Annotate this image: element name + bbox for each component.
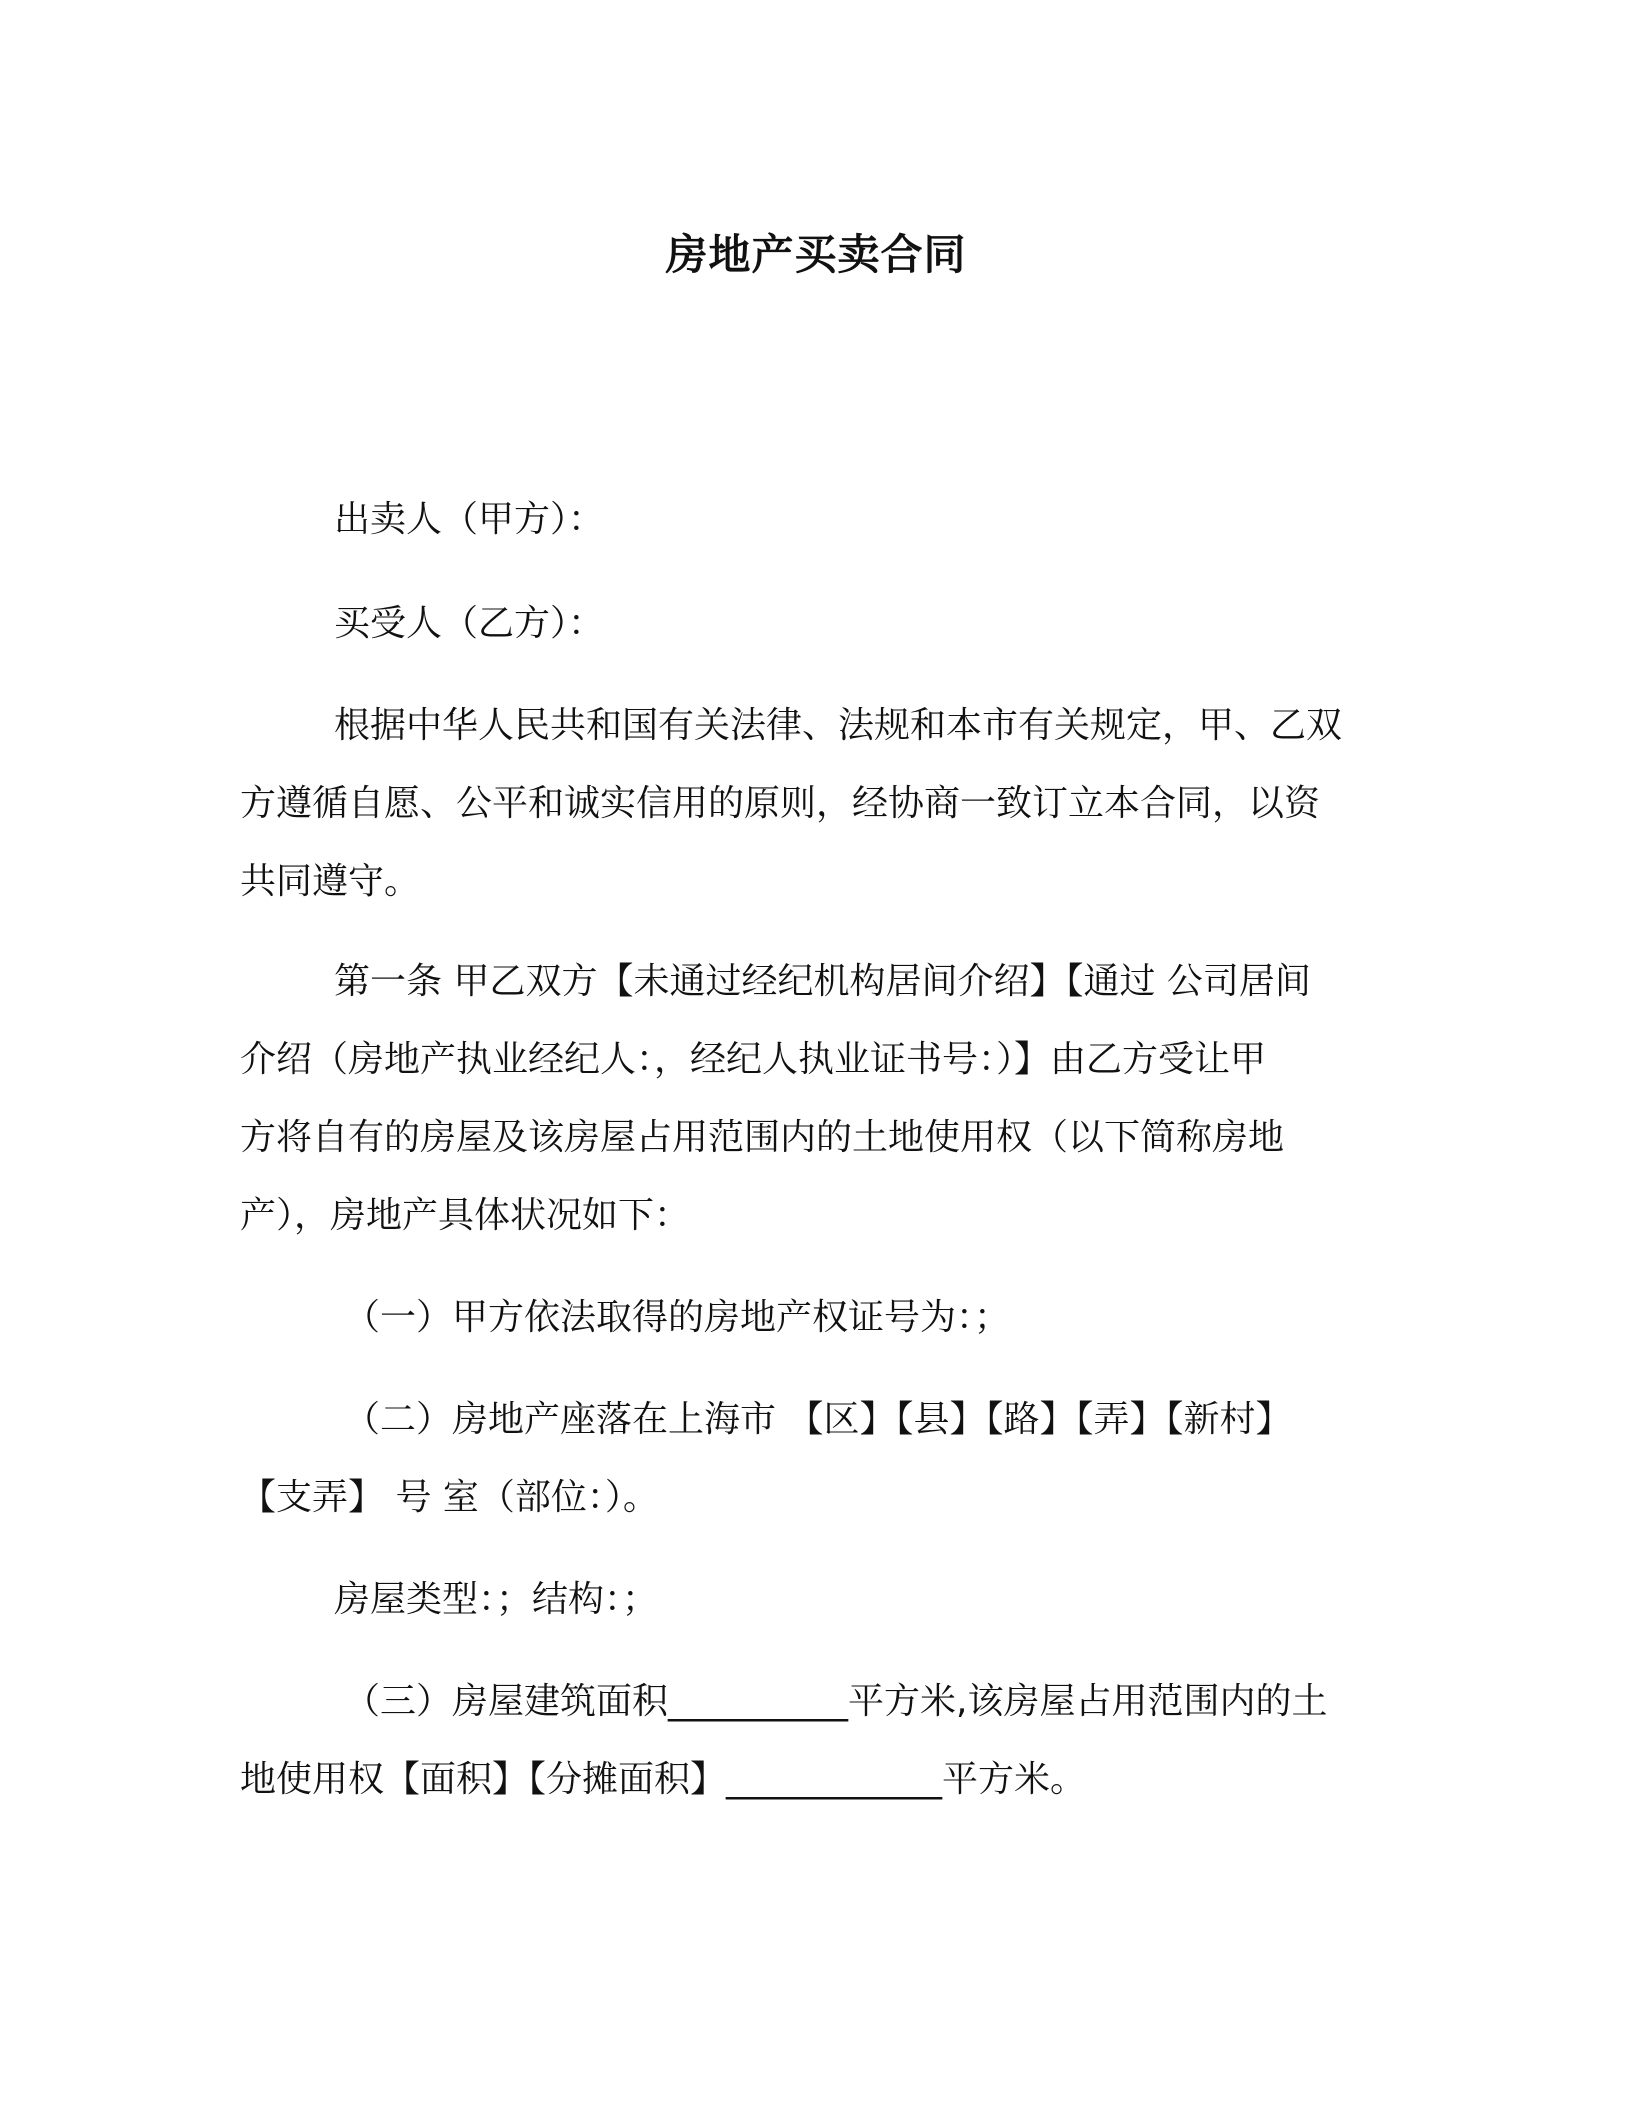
article-1-line-2: 介绍（房地产执业经纪人：，经纪人执业证书号：）】由乙方受让甲 bbox=[240, 1039, 1267, 1080]
item-2-line-2: 【支弄】 号 室（部位：）。 bbox=[240, 1477, 659, 1518]
preamble-line-1: 根据中华人民共和国有关法律、法规和本市有关规定，甲、乙双 bbox=[334, 705, 1343, 746]
item-3-line-2: 地使用权【面积】【分摊面积】____________平方米。 bbox=[240, 1759, 1087, 1800]
item-3-line-1: （三）房屋建筑面积__________平方米,该房屋占用范围内的土 bbox=[344, 1681, 1328, 1722]
seller-line: 出卖人（甲方）： bbox=[334, 499, 605, 540]
item-1-line: （一）甲方依法取得的房地产权证号为：； bbox=[344, 1297, 1011, 1338]
article-1-line-3: 方将自有的房屋及该房屋占用范围内的土地使用权（以下简称房地 bbox=[240, 1117, 1285, 1158]
item-2-line-1: （二）房地产座落在上海市 【区】【县】【路】【弄】【新村】 bbox=[344, 1399, 1292, 1440]
house-type-line: 房屋类型：；结构：； bbox=[334, 1579, 659, 1620]
preamble-line-3: 共同遵守。 bbox=[240, 861, 421, 902]
article-1-line-4: 产），房地产具体状况如下： bbox=[240, 1195, 691, 1236]
preamble-line-2: 方遵循自愿、公平和诚实信用的原则，经协商一致订立本合同，以资 bbox=[240, 783, 1321, 824]
buyer-line: 买受人（乙方）： bbox=[334, 603, 605, 644]
document-title: 房地产买卖合同 bbox=[665, 230, 967, 279]
article-1-line-1: 第一条 甲乙双方【未通过经纪机构居间介绍】【通过 公司居间 bbox=[334, 961, 1311, 1002]
